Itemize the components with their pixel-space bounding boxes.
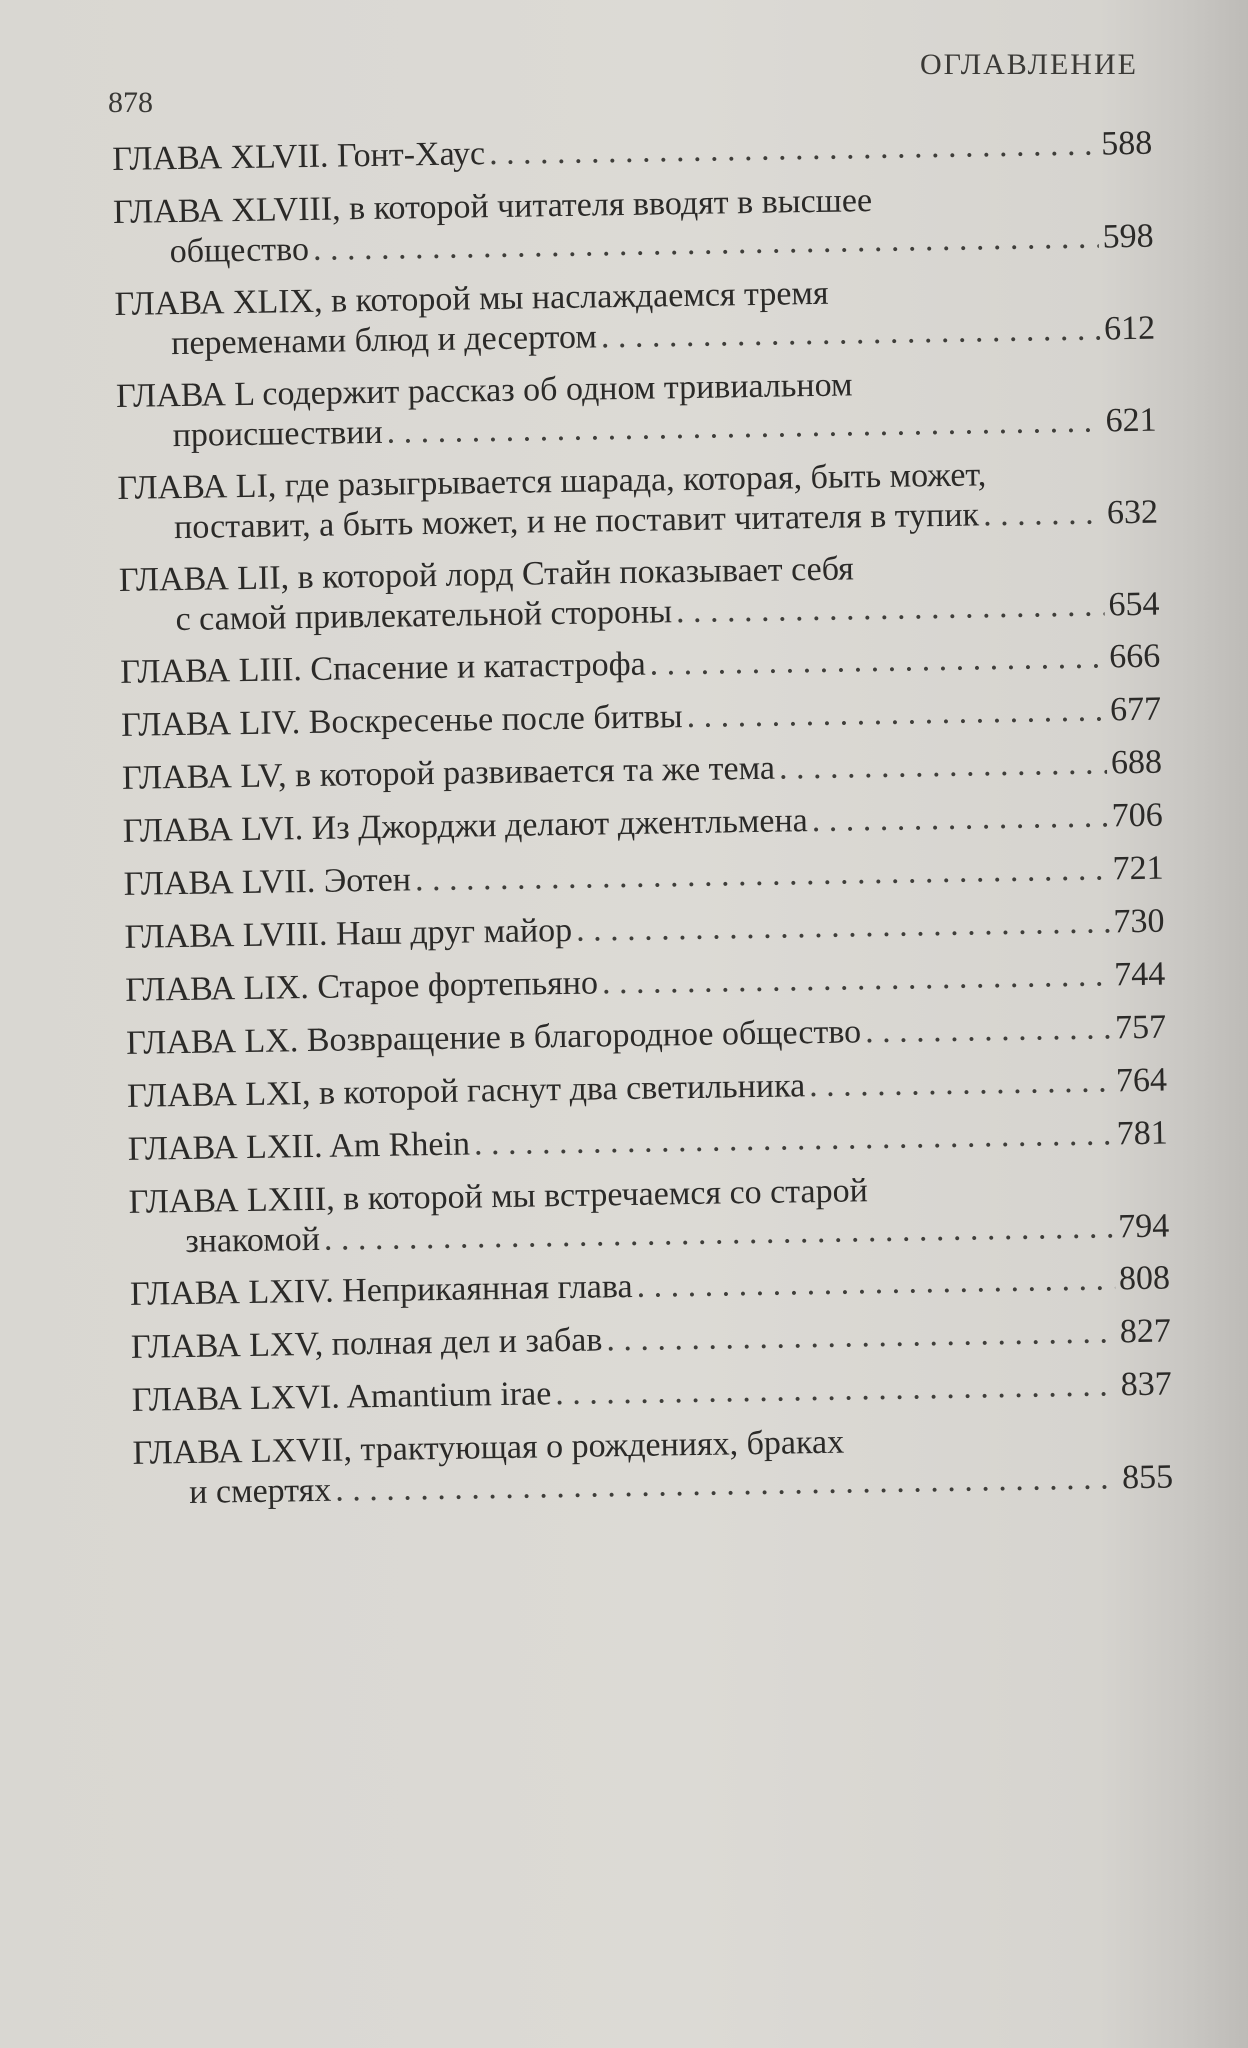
dot-leader (865, 1008, 1112, 1052)
toc-entry-title-line: и смертях (188, 1471, 332, 1511)
toc-entry-row (131, 1365, 1172, 1421)
toc-entry-row (112, 124, 1153, 180)
dot-leader (415, 849, 1109, 900)
dot-leader (811, 796, 1108, 841)
toc-entry-title-line: ГЛАВА LX. Возвращение в благородное общество (125, 1013, 862, 1062)
toc-entry (117, 453, 1158, 549)
dot-leader (576, 902, 1110, 950)
toc-entry-page-number: 827 (1119, 1312, 1172, 1351)
toc-entry-page-number: 781 (1116, 1114, 1169, 1153)
toc-entry (131, 1312, 1172, 1368)
toc-entry (120, 637, 1161, 693)
toc-entry-title-line: ГЛАВА LVII. Эотен (123, 861, 412, 903)
dot-leader (649, 637, 1105, 684)
toc-entry-title-line: ГЛАВА LIV. Воскресенье после битвы (120, 698, 683, 744)
toc-entry-page-number: 621 (1105, 401, 1157, 440)
toc-entry-row (128, 1114, 1169, 1170)
toc-entry (128, 1114, 1169, 1170)
dot-leader (676, 585, 1105, 632)
toc-entry (132, 1418, 1173, 1514)
dot-leader (983, 493, 1104, 535)
toc-entry-page-number: 632 (1106, 493, 1159, 532)
toc-entry-title-line: ГЛАВА LVI. Из Джорджи делают джентльмена (122, 802, 809, 850)
dot-leader (489, 125, 1098, 175)
toc-entry (113, 177, 1154, 273)
toc-entry-title-line: переменами блюд и десертом (170, 318, 598, 363)
toc-entry-row (124, 902, 1165, 958)
dot-leader (686, 690, 1106, 737)
toc-entry-title-line: ГЛАВА LXII. Am Rhein (127, 1125, 471, 1168)
toc-entry (128, 1167, 1169, 1263)
dot-leader (555, 1365, 1117, 1414)
page-number: 878 (108, 86, 153, 119)
toc-entry (123, 796, 1164, 852)
toc-entry-title-line: ГЛАВА LXIII, в которой мы встречаемся со старой (128, 1172, 869, 1221)
toc-entry-page-number: 588 (1100, 124, 1153, 163)
toc-entry-title-line: ГЛАВА LI, где разыгрывается шарада, которая, быть может, (117, 456, 987, 507)
toc-entry-title-line: ГЛАВА LXVII, трактующая о рождениях, браках (132, 1423, 845, 1472)
toc-entry-row (122, 743, 1163, 799)
toc-entry-title-line: ГЛАВА LXIV. Неприкаянная глава (129, 1267, 633, 1313)
toc-entry-row (120, 637, 1161, 693)
toc-entry-page-number: 688 (1110, 743, 1163, 782)
toc-entry (114, 269, 1155, 365)
toc-entry-page-number: 794 (1117, 1207, 1170, 1246)
toc-entry-row (123, 796, 1164, 852)
toc-entry-page-number: 757 (1114, 1008, 1167, 1047)
toc-entry-title-line: происшествии (172, 413, 383, 455)
toc-entry-title-line: ГЛАВА LXV, полная дел и забав (130, 1321, 603, 1366)
dot-leader (601, 310, 1101, 358)
toc-entry (125, 955, 1166, 1011)
toc-entry-row (130, 1259, 1171, 1315)
toc-entry-page-number: 855 (1121, 1458, 1174, 1497)
toc-entry-title-line: ГЛАВА LII, в которой лорд Стайн показывает себя (118, 550, 855, 599)
toc-entry-title-line: ГЛАВА LIII. Спасение и катастрофа (120, 645, 646, 691)
table-of-contents (112, 124, 1174, 1526)
toc-entry (130, 1259, 1171, 1315)
dot-leader (602, 955, 1111, 1003)
toc-entry-row (126, 1008, 1167, 1064)
toc-entry-page-number: 730 (1113, 902, 1165, 941)
toc-entry-page-number: 706 (1111, 796, 1164, 835)
toc-entry-title-line: с самой привлекательной стороны (175, 593, 673, 639)
toc-entry-page-number: 764 (1115, 1061, 1168, 1100)
toc-entry-page-number: 677 (1109, 690, 1162, 729)
toc-entry-page-number: 837 (1120, 1365, 1172, 1404)
toc-entry-page-number: 721 (1112, 849, 1164, 888)
toc-entry-page-number: 744 (1113, 955, 1166, 994)
toc-entry-title-line: общество (169, 230, 310, 271)
toc-entry (127, 1061, 1168, 1117)
toc-entry-title-line: ГЛАВА XLIX, в которой мы наслаждаемся тремя (114, 274, 829, 323)
toc-entry-page-number: 612 (1103, 309, 1156, 348)
dot-leader (809, 1061, 1112, 1106)
toc-entry-row (131, 1312, 1172, 1368)
toc-entry-page-number: 808 (1118, 1259, 1171, 1298)
toc-entry-title-line: ГЛАВА LXVI. Amantium irae (131, 1375, 552, 1419)
toc-entry (122, 743, 1163, 799)
running-head: ОГЛАВЛЕНИЕ (920, 48, 1138, 81)
toc-entry-page-number: 598 (1102, 217, 1154, 256)
toc-entry (126, 1008, 1167, 1064)
toc-entry-title-line: знакомой (185, 1220, 321, 1260)
toc-entry-row (127, 1061, 1168, 1117)
toc-entry (131, 1365, 1172, 1421)
toc-entry-title-line: ГЛАВА LIX. Старое фортепьяно (125, 964, 599, 1009)
toc-entry (119, 545, 1160, 641)
toc-entry (124, 902, 1165, 958)
toc-entry (116, 361, 1157, 457)
toc-entry-title-line: ГЛАВА XLVIII, в которой читателя вводят в высшее (112, 182, 873, 231)
toc-entry-title-line: ГЛАВА LVIII. Наш друг майор (124, 911, 573, 956)
toc-entry-row (121, 690, 1162, 746)
toc-entry-title-line: поставит, а быть может, и не поставит читателя в тупик (173, 496, 980, 547)
dot-leader (779, 743, 1108, 788)
toc-entry-title-line: ГЛАВА XLVII. Гонт-Хаус (112, 135, 486, 178)
toc-entry-title-line: ГЛАВА LXI, в которой гаснут два светильника (126, 1067, 806, 1115)
toc-entry-title-line: ГЛАВА L содержит рассказ об одном тривиальном (115, 366, 853, 415)
dot-leader (474, 1114, 1113, 1164)
toc-entry-page-number: 654 (1108, 585, 1160, 624)
toc-entry (112, 124, 1153, 180)
toc-entry-row (123, 849, 1164, 905)
dot-leader (606, 1312, 1116, 1360)
toc-entry-page-number: 666 (1108, 637, 1161, 676)
toc-entry-row (125, 955, 1166, 1011)
toc-entry-title-line: ГЛАВА LV, в которой развивается та же тема (121, 749, 776, 797)
toc-entry (123, 849, 1164, 905)
toc-entry (121, 690, 1162, 746)
dot-leader (636, 1259, 1115, 1307)
